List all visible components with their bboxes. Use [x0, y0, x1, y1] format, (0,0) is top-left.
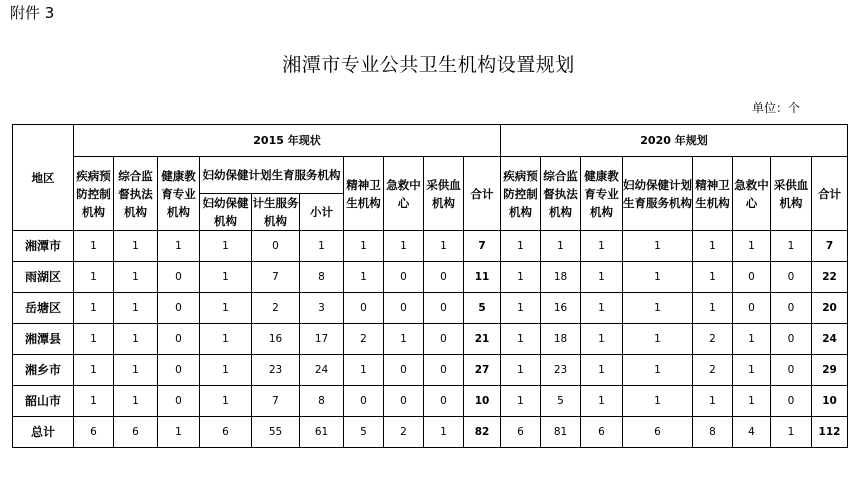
unit-label: 单位：个	[751, 101, 800, 115]
table-row	[13, 355, 848, 386]
cell-2020: 1	[581, 262, 623, 293]
cell-2015: 1	[200, 262, 252, 293]
cell-2020: 81	[541, 417, 581, 448]
table-row	[13, 324, 848, 355]
col-supervision-2015: 综合监督执法机构	[114, 157, 158, 231]
cell-2020: 23	[541, 355, 581, 386]
col-mental-2020: 精神卫生机构	[693, 157, 733, 231]
cell-2015: 1	[74, 324, 114, 355]
cell-2020: 1	[693, 293, 733, 324]
cell-2015: 1	[200, 231, 252, 262]
cell-2015: 23	[252, 355, 300, 386]
cell-2020: 1	[623, 231, 693, 262]
cell-2015: 0	[158, 355, 200, 386]
cell-2015: 21	[464, 324, 501, 355]
cell-2015: 0	[344, 386, 384, 417]
cell-2015: 0	[384, 355, 424, 386]
row-region-name: 韶山市	[13, 386, 74, 417]
table-row	[13, 293, 848, 324]
cell-2015: 2	[252, 293, 300, 324]
cell-2015: 1	[158, 417, 200, 448]
cell-2020: 0	[771, 386, 812, 417]
cell-2015: 11	[464, 262, 501, 293]
col-total-2020: 合计	[812, 157, 848, 231]
cell-2015: 0	[424, 386, 464, 417]
cell-2020: 1	[501, 293, 541, 324]
cell-2015: 0	[424, 355, 464, 386]
cell-2015: 82	[464, 417, 501, 448]
cell-2015: 7	[252, 386, 300, 417]
group-header-2020: 2020 年规划	[501, 125, 848, 157]
cell-2015: 0	[158, 262, 200, 293]
cell-2015: 0	[384, 262, 424, 293]
cell-2020: 6	[623, 417, 693, 448]
cell-2015: 1	[114, 355, 158, 386]
cell-2015: 6	[114, 417, 158, 448]
plan-table	[12, 124, 848, 448]
row-region-name: 湘潭县	[13, 324, 74, 355]
cell-2020: 1	[501, 386, 541, 417]
col-total-2015: 合计	[464, 157, 501, 231]
cell-2015: 1	[300, 231, 344, 262]
cell-2020: 0	[771, 355, 812, 386]
cell-2015: 6	[74, 417, 114, 448]
cell-2015: 8	[300, 386, 344, 417]
cell-2020: 0	[733, 262, 771, 293]
col-health-edu-2020: 健康教育专业机构	[581, 157, 623, 231]
cell-2020: 1	[733, 386, 771, 417]
cell-2015: 1	[384, 324, 424, 355]
cell-2020: 1	[581, 355, 623, 386]
cell-2020: 1	[501, 324, 541, 355]
cell-2015: 1	[424, 417, 464, 448]
cell-2020: 1	[623, 262, 693, 293]
cell-2015: 0	[384, 386, 424, 417]
cell-2020: 1	[501, 355, 541, 386]
row-region-name: 雨湖区	[13, 262, 74, 293]
cell-2020: 8	[693, 417, 733, 448]
cell-2015: 55	[252, 417, 300, 448]
cell-2015: 1	[114, 386, 158, 417]
cell-2015: 8	[300, 262, 344, 293]
cell-2020: 22	[812, 262, 848, 293]
cell-2015: 1	[200, 355, 252, 386]
col-health-edu-2015: 健康教育专业机构	[158, 157, 200, 231]
cell-2020: 0	[771, 262, 812, 293]
col-fp-service: 计生服务机构	[252, 194, 300, 231]
cell-2015: 1	[344, 262, 384, 293]
col-mch-group-2015: 妇幼保健计划生育服务机构	[200, 157, 344, 194]
cell-2020: 1	[623, 386, 693, 417]
cell-2020: 20	[812, 293, 848, 324]
col-disease-2020: 疾病预防控制机构	[501, 157, 541, 231]
cell-2020: 16	[541, 293, 581, 324]
cell-2015: 0	[424, 293, 464, 324]
cell-2015: 0	[158, 293, 200, 324]
cell-2020: 5	[541, 386, 581, 417]
cell-2020: 1	[581, 324, 623, 355]
group-header-2015: 2015 年现状	[74, 125, 501, 157]
cell-2015: 3	[300, 293, 344, 324]
col-blood-2020: 采供血机构	[771, 157, 812, 231]
cell-2020: 1	[501, 231, 541, 262]
cell-2015: 0	[384, 293, 424, 324]
cell-2015: 1	[74, 231, 114, 262]
cell-2015: 7	[464, 231, 501, 262]
cell-2020: 6	[581, 417, 623, 448]
cell-2020: 1	[771, 231, 812, 262]
cell-2020: 1	[733, 324, 771, 355]
cell-2015: 6	[200, 417, 252, 448]
cell-2015: 1	[74, 386, 114, 417]
col-supervision-2020: 综合监督执法机构	[541, 157, 581, 231]
cell-2020: 1	[693, 262, 733, 293]
col-mch-2020: 妇幼保健计划生育服务机构	[623, 157, 693, 231]
cell-2015: 1	[344, 231, 384, 262]
cell-2020: 1	[771, 417, 812, 448]
table-row	[13, 417, 848, 448]
document-title: 湘潭市专业公共卫生机构设置规划	[282, 54, 575, 76]
cell-2020: 1	[733, 231, 771, 262]
cell-2015: 7	[252, 262, 300, 293]
cell-2015: 17	[300, 324, 344, 355]
cell-2020: 0	[771, 293, 812, 324]
cell-2020: 24	[812, 324, 848, 355]
cell-2015: 0	[424, 324, 464, 355]
cell-2020: 1	[733, 355, 771, 386]
cell-2015: 1	[114, 324, 158, 355]
cell-2020: 2	[693, 355, 733, 386]
cell-2020: 29	[812, 355, 848, 386]
row-region-name: 湘潭市	[13, 231, 74, 262]
cell-2015: 27	[464, 355, 501, 386]
cell-2015: 16	[252, 324, 300, 355]
col-subtotal: 小计	[300, 194, 344, 231]
table-row	[13, 262, 848, 293]
cell-2020: 112	[812, 417, 848, 448]
cell-2020: 1	[693, 231, 733, 262]
cell-2020: 1	[541, 231, 581, 262]
cell-2020: 1	[623, 355, 693, 386]
row-region-name: 岳塘区	[13, 293, 74, 324]
cell-2015: 1	[74, 355, 114, 386]
row-region-name: 总计	[13, 417, 74, 448]
cell-2015: 0	[158, 324, 200, 355]
cell-2020: 18	[541, 324, 581, 355]
cell-2015: 0	[424, 262, 464, 293]
cell-2015: 1	[74, 262, 114, 293]
cell-2015: 1	[200, 324, 252, 355]
cell-2020: 4	[733, 417, 771, 448]
cell-2015: 5	[464, 293, 501, 324]
cell-2015: 1	[114, 231, 158, 262]
cell-2020: 1	[623, 324, 693, 355]
region-header: 地区	[13, 125, 74, 231]
table-row	[13, 386, 848, 417]
cell-2020: 1	[581, 386, 623, 417]
col-disease-2015: 疾病预防控制机构	[74, 157, 114, 231]
cell-2015: 1	[158, 231, 200, 262]
cell-2015: 1	[114, 262, 158, 293]
cell-2020: 2	[693, 324, 733, 355]
cell-2020: 1	[623, 293, 693, 324]
row-region-name: 湘乡市	[13, 355, 74, 386]
cell-2015: 0	[252, 231, 300, 262]
cell-2020: 1	[581, 231, 623, 262]
attachment-label: 附件 3	[10, 4, 55, 22]
cell-2020: 10	[812, 386, 848, 417]
cell-2015: 1	[200, 386, 252, 417]
cell-2020: 1	[501, 262, 541, 293]
cell-2015: 1	[74, 293, 114, 324]
col-mental-2015: 精神卫生机构	[344, 157, 384, 231]
cell-2015: 0	[158, 386, 200, 417]
col-emergency-2020: 急救中心	[733, 157, 771, 231]
cell-2015: 1	[344, 355, 384, 386]
cell-2015: 5	[344, 417, 384, 448]
col-emergency-2015: 急救中心	[384, 157, 424, 231]
cell-2020: 1	[581, 293, 623, 324]
cell-2020: 18	[541, 262, 581, 293]
cell-2015: 1	[384, 231, 424, 262]
cell-2020: 6	[501, 417, 541, 448]
cell-2020: 1	[693, 386, 733, 417]
cell-2020: 0	[771, 324, 812, 355]
cell-2015: 1	[424, 231, 464, 262]
cell-2015: 1	[200, 293, 252, 324]
cell-2015: 10	[464, 386, 501, 417]
cell-2020: 7	[812, 231, 848, 262]
cell-2015: 2	[384, 417, 424, 448]
cell-2015: 0	[344, 293, 384, 324]
table-row	[13, 231, 848, 262]
cell-2015: 61	[300, 417, 344, 448]
cell-2020: 0	[733, 293, 771, 324]
cell-2015: 1	[114, 293, 158, 324]
cell-2015: 24	[300, 355, 344, 386]
col-mch-institution: 妇幼保健机构	[200, 194, 252, 231]
cell-2015: 2	[344, 324, 384, 355]
col-blood-2015: 采供血机构	[424, 157, 464, 231]
